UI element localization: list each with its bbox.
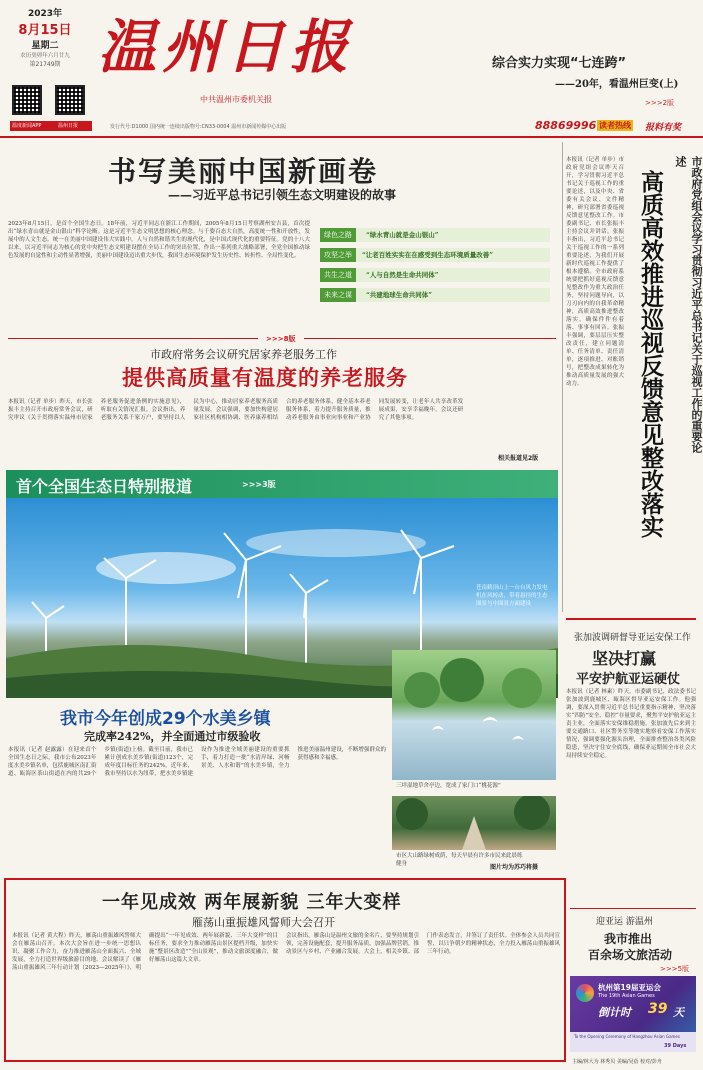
lead-section[interactable]: [320, 228, 550, 242]
section-text: “让老百姓实实在在感受到生态环境质量改善”: [356, 248, 550, 262]
pension-body: 本报讯（记者 单步）昨天，市长张振丰主持召开市政府常务会议，研究审议《关于贯彻落实温州市居家养老服务促进条例的实施意见》，听取有关情况汇报。会议指出，养老服务关系千家万户，要坚持以人民为中心，推动居家养老服务高质量发展。会议强调，要加快构建居家社区机构相协调、医养康养相结合的养老服务体系，健全基本养老服务体系，着力提升服务质量，推动养老服务由事业向事业和产业协同发展转变，让老年人共享改革发展成果，安享幸福晚年。会议还研究了其他事项。: [8, 399, 464, 421]
masthead-divider: [0, 136, 703, 138]
lead-section[interactable]: [320, 248, 550, 262]
countdown-days: 39: [648, 1001, 668, 1017]
safety-body: 本报讯（记者 林素）昨天，市委副书记、政法委书记张加波到鹿城区、瓯海区督导亚运安保工作。他强调，要深入贯彻习近平总书记重要指示精神，坚决落实“四防”安全、稳控“存量要求，聚焦平安护航亚运主责主业，全面落实安保维稳措施。张加波先后来到主要交通路口、社区警务室等地实地察看安保工作落实情况，强调要强化源头治理，全面排查整治各类风险隐患，坚决守住安全底线，确保亚运期间全市社会大局持续安全稳定。: [566, 689, 696, 759]
date-year: 2023年: [27, 9, 63, 19]
masthead-subtitle: 中共温州市委机关报: [200, 95, 272, 104]
hotline-number: 88869996: [535, 119, 597, 132]
water-town-subhead: 完成率242%，并全面通过市级验收: [84, 730, 261, 743]
wind-photo-caption: 苍南鹤顶山上一台台风力发电机在风转动，带着悬挂的生态图景与中图景方面建设: [476, 585, 548, 607]
lead-page-ref: [8, 334, 556, 342]
tree-lined-road-illustration: [392, 796, 556, 850]
yandang-story-box: [4, 878, 566, 1062]
countdown-unit: 天: [673, 1006, 684, 1019]
pension-kicker: 市政府常务会议研究居家养老服务工作: [150, 348, 337, 361]
pension-headline[interactable]: 提供高质量有温度的养老服务: [122, 366, 408, 390]
section-tag: 绿色之路: [320, 228, 356, 242]
countdown-emblem: [576, 984, 594, 1002]
date-day: 8月15日: [18, 23, 72, 38]
right-divider: [566, 618, 696, 620]
countdown-footer: To the Opening Ceremony of Hangzhou Asian Games: [574, 1034, 680, 1039]
lunar-date: 农历癸卯年六月廿九: [20, 53, 70, 59]
lead-section[interactable]: [320, 268, 550, 282]
countdown-label: 倒计时: [598, 1006, 631, 1019]
wetland-photo: [392, 650, 556, 780]
lead-sections: [320, 228, 550, 302]
asian-games-countdown-banner[interactable]: [570, 976, 696, 1052]
asian-games-kicker: 迎亚运 游温州: [596, 917, 653, 927]
top-right-page-ref[interactable]: >>>2版: [645, 99, 675, 107]
lead-body: 2023年8月15日，是首个全国生态日。18年前，习近平同志在浙江工作期间，2005年8月15日考察湖州安吉县，首次提出“绿水青山就是金山银山”科学论断。这是习近平生态文明思想的核心理念。与千姿百态大自然，高度统一性和开放性，发展中的人文生态。统一在美丽中国建设伟大实践中。人与自然和谐共生的现代化，是中国式现代化的重要特征。党的十八大以来，以习近平同志为核心的党中央把生态文明建设摆在全局工作的突出位置，作出一系列重大战略部署，全党全国推动绿色发展的自觉性和主动性显著增强，美丽中国建设迈出重大步伐，我国生态环境保护发生历史性、转折性、全局性变化。: [8, 221, 310, 259]
ecology-banner: [6, 470, 558, 498]
inspection-body: 本报讯（记者 单步）市政府党组会议昨天召开，学习贯彻习近平总书记关于巡视工作的重要论述，以及中央、省委有关会议、文件精神，研究部署省委巡视反馈意见整改工作。市委副书记、市长张振丰主持会议并讲话。张振丰指出，习近平总书记关于巡视工作的一系列重要论述，为我们开展新时代巡视工作提供了根本遵循。全市政府系统要把抓好巡视反馈意见整改作为重大政治任务，坚持问题导向，以刀刃向内的自我革命精神，高质高效推进整改落实，确保件件有着落、事事有回音。张振丰强调，要层层压实整改责任，建立问题清单、任务清单、责任清单，逐项推进、对账销号，把整改成果转化为推动高质量发展的强大动力。: [566, 157, 624, 387]
ecology-banner-title[interactable]: 首个全国生态日特别报道: [16, 477, 193, 496]
ecology-banner-ref[interactable]: >>>3版: [242, 480, 276, 489]
park-photo-caption: 市区大山路绿树成荫，每天早晨有许多市民来此晨练健身: [396, 853, 523, 867]
footer-credits: 主编/林大为 林秀贝 美编/吴蓓 校对/彭舟: [572, 1059, 662, 1065]
asian-games-page-ref[interactable]: >>>5版: [660, 965, 690, 973]
qr-code-app[interactable]: [12, 85, 42, 115]
section-text: “共建地球生命共同体”: [356, 288, 550, 302]
safety-headline[interactable]: 坚决打赢: [592, 649, 657, 668]
section-text: “绿水青山就是金山银山”: [356, 228, 550, 242]
lead-subhead: ——习近平总书记引领生态文明建设的故事: [168, 188, 397, 202]
yandang-subhead: 雁荡山重振雄风誓师大会召开: [192, 916, 335, 929]
divider: [304, 338, 556, 339]
section-tag: 共生之道: [320, 268, 356, 282]
yandang-body: 本报讯（记者 黄大程）昨天，雁荡山重振雄风誓师大会在雁荡山召开。本次大会旨在进一步统一思想认识、凝聚工作合力，奋力推进雁荡山全面振兴、全域发展，全力打造世界级旅游目的地。会议解读了《雁荡山重振雄风三年行动计划（2023—2025年）》，明确提出“一年见成效、两年展新貌、三年大变样”的目标任务，要求全力推动雁荡山景区提档升级，加快实施“整景区改造”“全山景观”，推动文旅深度融合，做好雁荡山这篇大文章。: [12, 933, 278, 971]
issue-number: 第21749期: [29, 61, 61, 68]
qr-code-paper[interactable]: [55, 85, 85, 115]
countdown-footer-days: 39 Days: [664, 1043, 687, 1049]
weekday: 星期二: [31, 41, 59, 51]
top-right-headline[interactable]: 综合实力实现“七连跨”: [492, 56, 627, 71]
section-tag: 未来之谋: [320, 288, 356, 302]
safety-kicker: 张加波调研督导亚运安保工作: [574, 633, 692, 643]
masthead: [0, 0, 703, 118]
hotline-label: 读者热线: [599, 121, 631, 130]
page-ref[interactable]: >>>8版: [266, 335, 296, 343]
photo-credit: 图片均为苏巧将摄: [490, 864, 539, 871]
date-block: [10, 6, 80, 68]
right-divider-2: [570, 908, 696, 909]
meta-bar: [0, 118, 703, 136]
publication-meta: 发行代号:D1000 国内统一连续出版物号:CN33-0004 温州市新闻传媒中心出版: [110, 124, 287, 130]
right-column-divider: [562, 142, 563, 612]
water-town-headline[interactable]: 我市今年创成29个水美乡镇: [60, 709, 271, 729]
safety-headline-2[interactable]: 平安护航亚运硬仗: [576, 672, 681, 687]
lead-headline[interactable]: 书写美丽中国新画卷: [108, 155, 379, 188]
asian-games-headline-2[interactable]: 百余场文旅活动: [588, 948, 673, 962]
divider: [8, 338, 258, 339]
section-tag: 攻坚之举: [320, 248, 356, 262]
section-text: “人与自然是生命共同体”: [356, 268, 550, 282]
inspection-kicker: 市政府党组会议学习贯彻习近平总书记关于巡视工作的重要论述: [674, 156, 703, 453]
top-right-subhead: ——20年，看温州巨变(上): [555, 79, 679, 90]
water-town-body: 本报讯（记者 赵露露）在迎来首个全国生态日之际，我市公布2023年度水美乡镇名单，包括鹿城区南汇街道、瓯海区茶山街道在内的共29个乡镇(街道)上榜。截至目前，我市已累计创成水美乡镇(街道)123个，完成年度目标任务的242%。近年来，我市坚持以水为纽带，把水美乡镇建设作为推进全域美丽建设的重要抓手，着力打造一批“水清岸绿、河畅景美、人水和谐”的水美乡镇，全力推进美丽温州建设，不断增强群众的获得感和幸福感。: [8, 747, 386, 777]
yandang-body-continued: 会议指出，雁荡山是温州文旅的金名片，要坚持规划引领，完善设施配套，提升服务品质，加强品牌营销，推动景区与乡村、产业融合发展。大会上，相关乡镇、部门作表态发言，并签订了责任状。全体参会人员共同宣誓，以只争朝夕的精神状态，全力投入雁荡山重振雄风三年行动。: [286, 933, 560, 955]
masthead-logo: 温州日报: [98, 13, 355, 81]
qr-label-paper: 温州日报: [58, 123, 79, 129]
wetland-photo-caption: 三垟湿地草舍亭边，宽成了家门口“桃花源”: [396, 783, 501, 789]
park-photo: [392, 796, 556, 850]
qr-label-app: 温度新闻APP: [12, 123, 42, 129]
countdown-title: 杭州第19届亚运会: [598, 983, 661, 992]
yandang-headline[interactable]: 一年见成效 两年展新貌 三年大变样: [102, 892, 402, 913]
inspection-headline[interactable]: 高质高效推进巡视反馈意见整改落实: [637, 170, 663, 538]
egrets-illustration: [392, 650, 556, 780]
pension-related[interactable]: 相关报道见2版: [498, 455, 539, 462]
hotline-ad: 报料有奖: [645, 123, 682, 133]
asian-games-headline[interactable]: 我市推出: [604, 932, 653, 946]
countdown-english: The 19th Asian Games: [598, 993, 655, 999]
lead-section[interactable]: [320, 288, 550, 302]
